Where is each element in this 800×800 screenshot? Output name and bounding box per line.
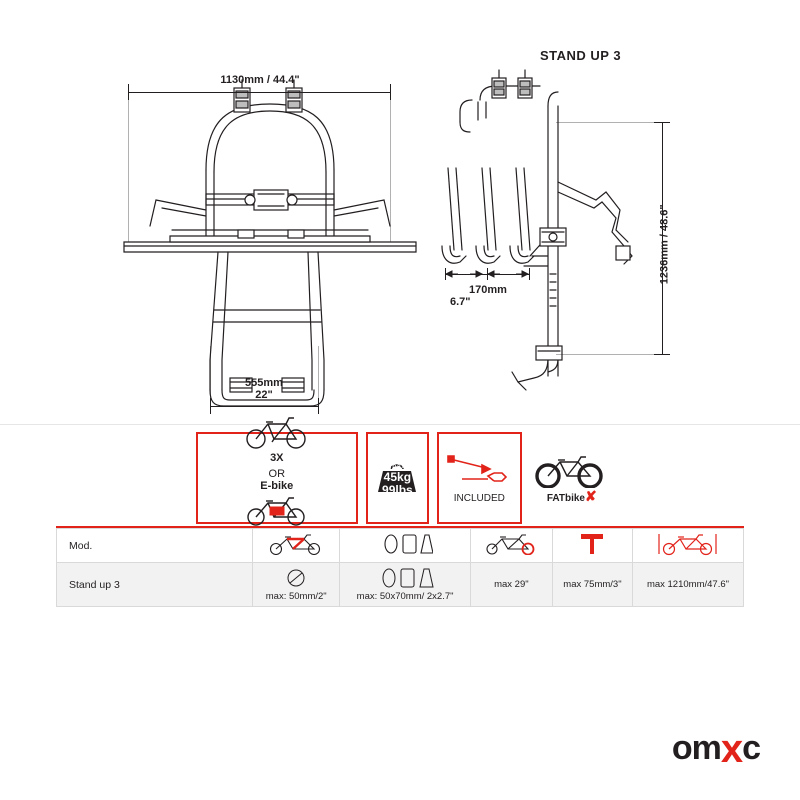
front-width-dim-line [128, 92, 390, 93]
cell-bike-length: max 1210mm/47.6" [632, 563, 743, 607]
weight-kg: 45kg [383, 470, 412, 484]
fatbike-label [547, 488, 597, 505]
height-dim-label: 1236mm / 48.6" [658, 204, 671, 285]
table-row [57, 563, 744, 607]
spec-table [56, 528, 744, 607]
base-dim-line [210, 406, 318, 407]
bike-frame-icon [264, 533, 328, 555]
cell-frame-value: max: 50mm/2" [265, 590, 327, 602]
bicycle-icon [242, 412, 312, 450]
wheel-size-icon [481, 533, 541, 555]
side-view-drawing [420, 60, 680, 400]
section-divider [0, 424, 800, 425]
tube-shape-icon [377, 533, 433, 555]
header-model: Mod. [57, 529, 253, 563]
cell-tube-shape-value: max: 50x70mm/ 2x2.7" [356, 591, 454, 602]
height-ext-top [556, 122, 662, 123]
bike-capacity-box [196, 432, 358, 524]
diameter-symbol-icon [286, 568, 306, 588]
or-separator: OR [268, 467, 286, 480]
tube-diameter-icon [577, 532, 607, 556]
fatbike-icon [533, 452, 611, 488]
included-label: INCLUDED [453, 492, 505, 504]
fatbike-word-bike: bike [564, 492, 585, 504]
base-dim-label-2: 22" [255, 389, 273, 401]
front-width-label: 1130mm / 44.4" [220, 74, 300, 86]
spacing-label-1: 170mm [469, 284, 507, 296]
table-header-row [57, 529, 744, 563]
cross-icon: ✘ [584, 487, 597, 504]
fatbike-word-fat: FAT [546, 492, 565, 504]
logo-mark: x [720, 727, 743, 771]
weight-lbs: 99lbs [382, 483, 413, 497]
max-weight-box [366, 432, 430, 524]
bike-length-icon [657, 532, 719, 556]
front-view-drawing [110, 60, 430, 420]
standard-bike-count: 3X [270, 451, 284, 464]
standard-bike-cell [242, 412, 312, 468]
tube-shape-small-icon [376, 567, 434, 589]
page-title: STAND UP 3 [540, 48, 622, 63]
cell-model: Stand up 3 [57, 563, 253, 607]
header-wheel-size [470, 529, 552, 563]
height-ext-bottom [556, 354, 662, 355]
tools-icon [442, 453, 516, 487]
logo-text: omxc [671, 727, 760, 771]
ebike-label: E-bike [260, 479, 294, 492]
spacing-label-2: 6.7" [450, 296, 471, 308]
front-width-ext-left [128, 92, 129, 242]
header-tube-shape [340, 529, 470, 563]
omac-logo [672, 727, 760, 772]
cell-frame [253, 563, 340, 607]
base-dim-label-1: 555mm [245, 377, 283, 389]
no-fatbike-box [528, 432, 616, 524]
weight-max-text: max [389, 462, 405, 471]
included-tools-box [437, 432, 521, 524]
cell-wheel-size: max 29" [470, 563, 552, 607]
header-frame [253, 529, 340, 563]
spacing-arrows [440, 266, 540, 282]
header-bike-length [632, 529, 743, 563]
front-width-ext-right [390, 92, 391, 242]
ebike-icon [242, 493, 312, 527]
cell-tube-diameter: max 75mm/3" [552, 563, 632, 607]
cell-tube-shape [340, 563, 470, 607]
header-tube-diameter [552, 529, 632, 563]
capability-icon-strip [196, 432, 616, 524]
